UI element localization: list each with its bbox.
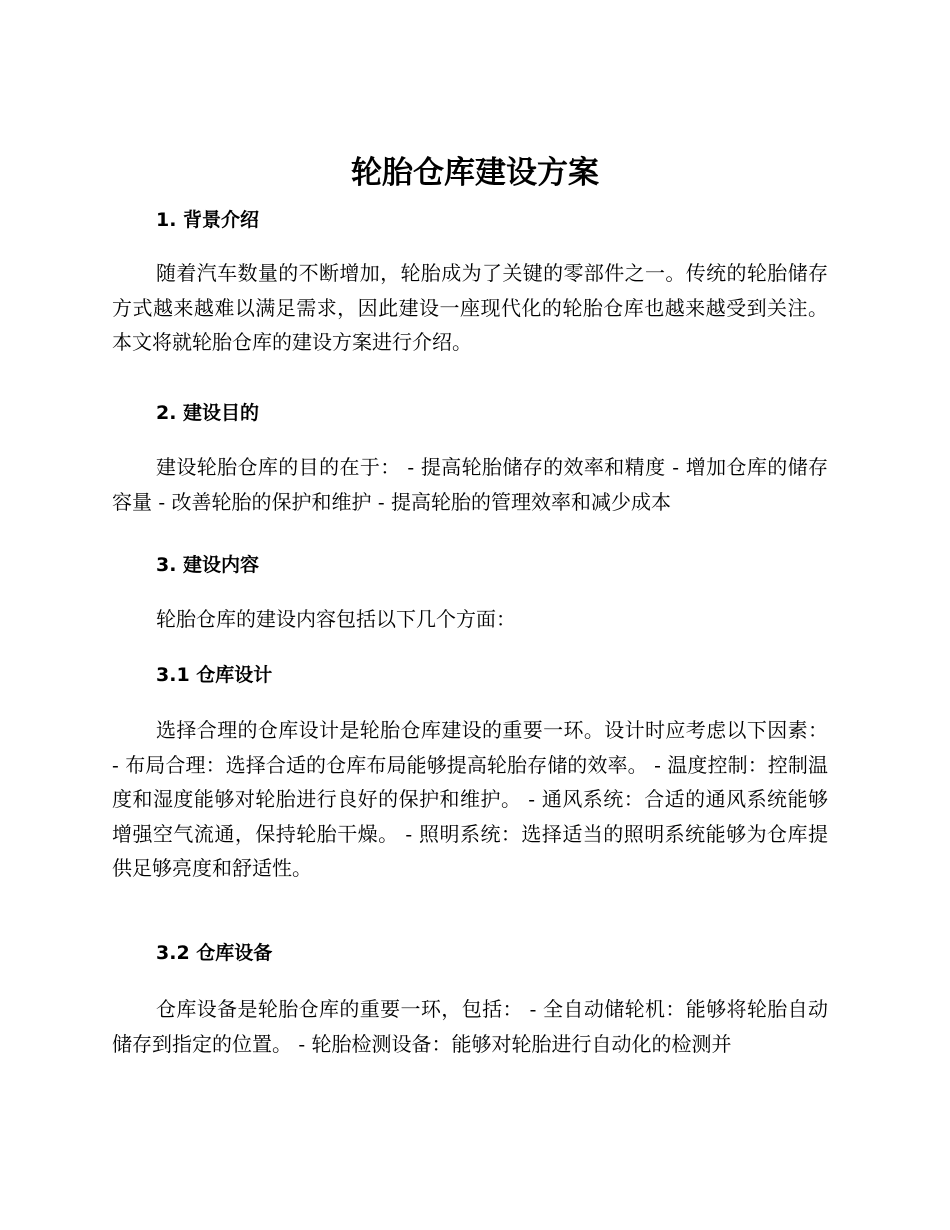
section-paragraph-content: 轮胎仓库的建设内容包括以下几个方面： bbox=[156, 607, 516, 631]
section-paragraph-warehouse-design: 选择合理的仓库设计是轮胎仓库建设的重要一环。设计时应考虑以下因素： - 布局合理：选择合适的仓库布局能够提高轮胎存储的效率。 - 温度控制：控制温度和湿度能够对轮胎进行良好的保护和维护。 - 通风系统：合适的通风系统能够增强空气流通，保持轮胎干燥。 - 照明系统：选择适当的照明系统能够为仓库提供足够亮度和舒适性。 bbox=[112, 718, 828, 880]
section-paragraph-purpose: 建设轮胎仓库的目的在于： - 提高轮胎储存的效率和精度 - 增加仓库的储存容量 - 改善轮胎的保护和维护 - 提高轮胎的管理效率和减少成本 bbox=[112, 455, 828, 514]
section-heading-warehouse-design: 3.1 仓库设计 bbox=[156, 664, 273, 686]
document-title: 轮胎仓库建设方案 bbox=[351, 155, 599, 191]
section-paragraph-background: 随着汽车数量的不断增加，轮胎成为了关键的零部件之一。传统的轮胎储存方式越来越难以满足需求，因此建设一座现代化的轮胎仓库也越来越受到关注。本文将就轮胎仓库的建设方案进行介绍。 bbox=[112, 261, 828, 354]
section-paragraph-warehouse-equipment: 仓库设备是轮胎仓库的重要一环，包括： - 全自动储轮机：能够将轮胎自动储存到指定的位置。 - 轮胎检测设备：能够对轮胎进行自动化的检测并 bbox=[112, 997, 828, 1056]
section-heading-warehouse-equipment: 3.2 仓库设备 bbox=[156, 942, 273, 964]
section-heading-purpose: 2. 建设目的 bbox=[156, 402, 260, 424]
section-heading-background: 1. 背景介绍 bbox=[156, 209, 260, 231]
section-heading-content: 3. 建设内容 bbox=[156, 554, 260, 576]
